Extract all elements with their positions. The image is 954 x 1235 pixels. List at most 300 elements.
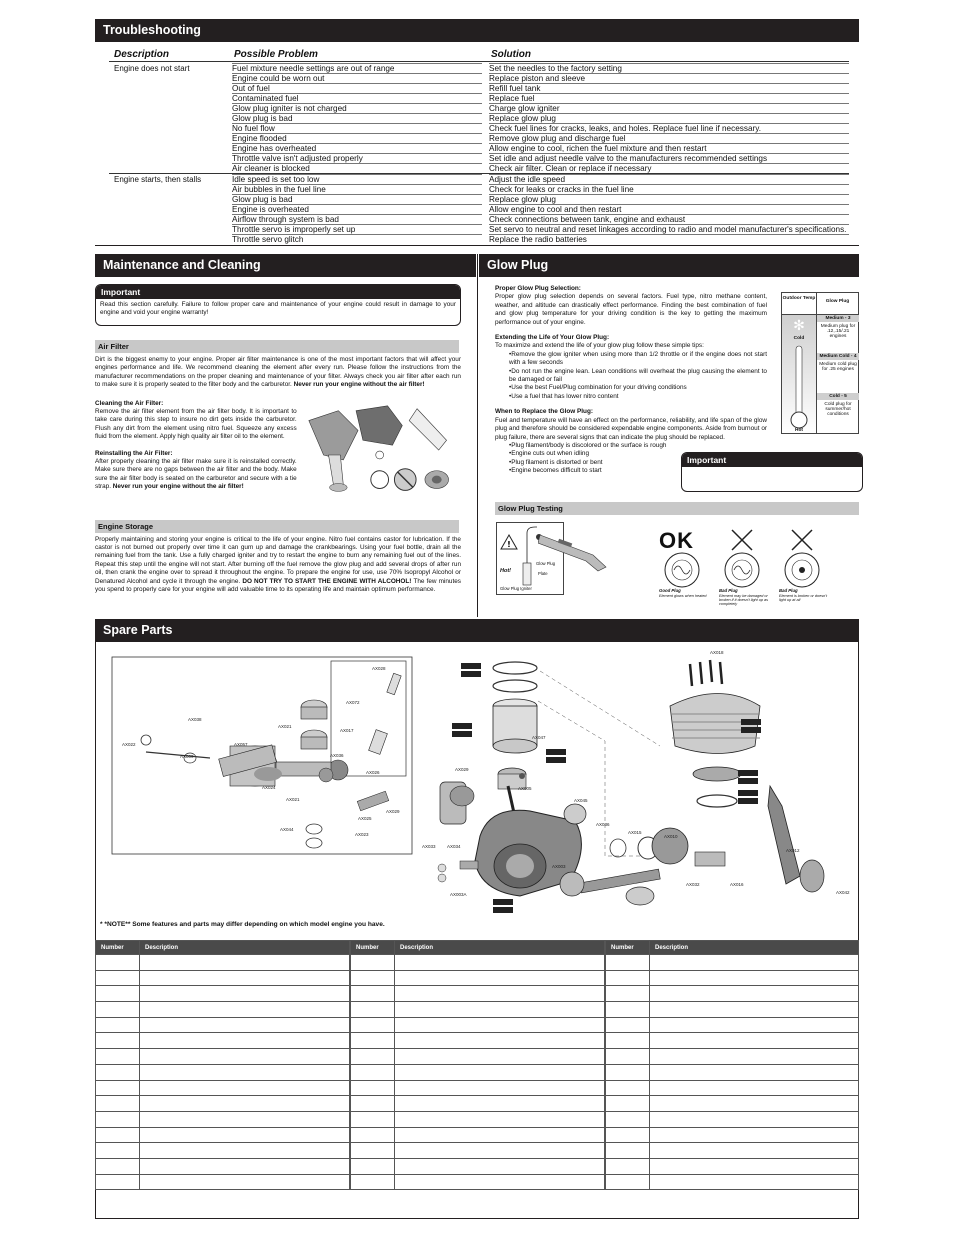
part-number-cell xyxy=(606,1096,650,1112)
row-solution: Set the needles to the factory setting xyxy=(489,63,849,73)
table-row xyxy=(95,93,859,103)
row-solution: Allow engine to cool and then restart xyxy=(489,204,849,214)
row-solution: Check fuel lines for cracks, leaks, and holes. Replace fuel line if necessary. xyxy=(489,123,849,133)
table-row xyxy=(95,63,859,73)
row-solution: Replace piston and sleeve xyxy=(489,73,849,83)
glow-plug-title: Glow Plug xyxy=(487,258,549,272)
row-solution: Remove glow plug and discharge fuel xyxy=(489,133,849,143)
table-row xyxy=(95,224,859,234)
part-number-cell xyxy=(606,1111,650,1127)
part-number-cell xyxy=(606,970,650,986)
table-row xyxy=(95,143,859,153)
part-label: AX015 xyxy=(628,830,642,835)
row-problem: Air bubbles in the fuel line xyxy=(232,184,482,194)
row-solution: Charge glow igniter xyxy=(489,103,849,113)
table-row xyxy=(351,1143,605,1159)
plug-text: Cold plug for summer/hot conditions xyxy=(824,402,852,417)
maintenance-title: Maintenance and Cleaning xyxy=(103,258,261,272)
troubleshooting-title: Troubleshooting xyxy=(103,23,201,37)
part-number-cell xyxy=(351,1143,395,1159)
part-description-cell xyxy=(395,1096,605,1112)
glow-plug-temp-chart xyxy=(781,292,859,434)
troubleshooting-table xyxy=(95,44,859,250)
part-description-cell xyxy=(395,1111,605,1127)
part-description-cell xyxy=(395,1049,605,1065)
vertical-divider xyxy=(477,254,478,617)
part-description-cell xyxy=(650,1096,859,1112)
row-problem: Glow plug is bad xyxy=(232,113,482,123)
part-number-cell xyxy=(96,1111,140,1127)
part-label: AX010 xyxy=(664,834,678,839)
part-description-cell xyxy=(140,1033,350,1049)
table-row xyxy=(606,1096,859,1112)
part-label: AX034 xyxy=(447,844,461,849)
row-problem: Engine flooded xyxy=(232,133,482,143)
storage-tail: The few minutes you spend to properly care for your engine will add valuable time to its operating life and maintain optimum performance. xyxy=(95,577,461,594)
row-solution: Check for leaks or cracks in the fuel line xyxy=(489,184,849,194)
plug-heat-medium-cold xyxy=(816,353,859,393)
replace-sign: •Engine cuts out when idling xyxy=(509,450,590,458)
col-problem: Possible Problem xyxy=(234,49,318,60)
part-number-cell xyxy=(96,1080,140,1096)
good-plug-icon xyxy=(657,548,707,608)
table-row xyxy=(96,1158,350,1174)
part-number-cell xyxy=(351,1096,395,1112)
table-row xyxy=(95,204,859,214)
plug-heading: Medium - 3 xyxy=(817,315,859,322)
part-number-cell xyxy=(351,955,395,971)
col-solution: Solution xyxy=(491,49,531,60)
part-description-cell xyxy=(395,1033,605,1049)
table-row xyxy=(96,1096,350,1112)
air-filter-text xyxy=(95,356,461,390)
table-row xyxy=(351,1158,605,1174)
part-label: AX024 xyxy=(262,785,276,790)
part-label: AX022 xyxy=(122,742,136,747)
part-description-cell xyxy=(140,955,350,971)
part-label: AX021 xyxy=(278,724,292,729)
part-number-cell xyxy=(606,1033,650,1049)
row-problem: Throttle servo glitch xyxy=(232,234,482,244)
part-number-cell xyxy=(606,1049,650,1065)
part-description-cell xyxy=(395,955,605,971)
extending-tip: •Use the best Fuel/Plug combination for your driving conditions xyxy=(509,384,687,392)
table-row xyxy=(606,1033,859,1049)
part-description-cell xyxy=(395,1017,605,1033)
part-description-cell xyxy=(140,1143,350,1159)
important-heading: Important xyxy=(682,453,862,467)
part-number-cell xyxy=(606,1174,650,1190)
table-row xyxy=(351,1033,605,1049)
part-label: AX021 xyxy=(286,797,300,802)
part-number-cell xyxy=(96,1143,140,1159)
part-number-cell xyxy=(96,1127,140,1143)
part-number-cell xyxy=(96,955,140,971)
row-solution: Check air filter. Clean or replace if necessary xyxy=(489,163,849,173)
table-row xyxy=(95,113,859,123)
part-description-cell xyxy=(395,1174,605,1190)
table-row xyxy=(95,163,859,173)
row-solution: Replace the radio batteries xyxy=(489,234,849,244)
igniter-tool-illustration xyxy=(538,525,610,575)
part-description-cell xyxy=(395,986,605,1002)
table-header-rule xyxy=(109,61,849,62)
part-label: AX005 xyxy=(518,786,532,791)
part-description-cell xyxy=(650,1143,859,1159)
air-filter-heading: Air Filter xyxy=(95,340,459,353)
reinstall-text xyxy=(95,458,297,492)
part-description-cell xyxy=(395,1127,605,1143)
table-row xyxy=(96,1143,350,1159)
row-problem: Engine could be worn out xyxy=(232,73,482,83)
table-row xyxy=(96,955,350,971)
part-label: AX042 xyxy=(836,890,850,895)
table-row xyxy=(95,234,859,244)
part-description-cell xyxy=(140,1080,350,1096)
table-row xyxy=(96,1174,350,1190)
maintenance-header xyxy=(95,254,476,277)
table-row xyxy=(351,1017,605,1033)
replace-sign: •Plug filament/body is discolored or the surface is rough xyxy=(509,441,667,449)
col-description: Description xyxy=(114,49,170,60)
part-number-cell xyxy=(96,1033,140,1049)
table-bottom-rule xyxy=(95,245,859,246)
part-label: AX029 xyxy=(455,767,469,772)
row-problem: No fuel flow xyxy=(232,123,482,133)
part-label: AX029 xyxy=(386,809,400,814)
part-number-cell xyxy=(351,1002,395,1018)
row-problem: Engine has overheated xyxy=(232,143,482,153)
part-description-cell xyxy=(650,1017,859,1033)
good-plug-caption: Good Plug xyxy=(659,588,681,593)
part-description-cell xyxy=(140,1158,350,1174)
exploded-engine-diagram xyxy=(100,646,856,916)
table-row xyxy=(606,955,859,971)
part-number-cell xyxy=(606,955,650,971)
row-problem: Idle speed is set too low xyxy=(232,174,482,184)
part-description-cell xyxy=(650,1127,859,1143)
part-description-cell xyxy=(395,1002,605,1018)
table-row xyxy=(351,1064,605,1080)
part-description-cell xyxy=(395,1080,605,1096)
table-row xyxy=(606,1143,859,1159)
part-number-cell xyxy=(351,1064,395,1080)
extending-tip: •Use a fuel that has lower nitro content xyxy=(509,392,619,400)
part-label: AX023 xyxy=(355,832,369,837)
part-description-cell xyxy=(140,1127,350,1143)
svg-text:!: ! xyxy=(507,540,511,549)
row-solution: Allow engine to cool, richen the fuel mixture and then restart xyxy=(489,143,849,153)
row-problem: Engine is overheated xyxy=(232,204,482,214)
table-row xyxy=(606,1080,859,1096)
part-label: AX016 xyxy=(730,882,744,887)
extending-tip: •Remove the glow igniter when using more than 1/2 throttle or if the engine does not start with a few seconds xyxy=(509,350,767,367)
part-label: AX036 xyxy=(596,822,610,827)
bad-plug-1-figure xyxy=(717,528,767,613)
part-label: AX032 xyxy=(686,882,700,887)
maintenance-important-box xyxy=(95,284,461,326)
extending-intro: To maximize and extend the life of your glow plug follow these simple tips: xyxy=(495,342,704,350)
row-solution: Adjust the idle speed xyxy=(489,174,849,184)
table-row xyxy=(351,1002,605,1018)
part-description-cell xyxy=(395,1143,605,1159)
bad-plug-1-subtext: Element may be damaged or broken if it doesn't light up as completely xyxy=(719,594,769,606)
part-number-cell xyxy=(351,1127,395,1143)
table-row xyxy=(95,103,859,113)
part-label: AX026 xyxy=(366,770,380,775)
table-row xyxy=(351,1080,605,1096)
part-label: AX012 xyxy=(786,848,800,853)
engine-storage-heading: Engine Storage xyxy=(95,520,459,533)
part-number-cell xyxy=(96,1158,140,1174)
table-row xyxy=(95,83,859,93)
part-number-cell xyxy=(351,1158,395,1174)
part-label: AX009 xyxy=(180,754,194,759)
row-solution: Set idle and adjust needle valve to the manufacturers recommended settings xyxy=(489,153,849,163)
table-row xyxy=(96,1049,350,1065)
table-row xyxy=(606,1017,859,1033)
part-description-cell xyxy=(395,1158,605,1174)
igniter-label: Glow Plug Igniter xyxy=(500,586,532,591)
chart-col-temp: Outdoor Temp xyxy=(782,296,816,301)
part-number-cell xyxy=(96,1017,140,1033)
part-description-cell xyxy=(140,1174,350,1190)
part-description-cell xyxy=(395,1064,605,1080)
part-label: AX028 xyxy=(372,666,386,671)
part-label: AX044 xyxy=(280,827,294,832)
part-number-cell xyxy=(606,986,650,1002)
part-label: AX018 xyxy=(710,650,724,655)
svg-text:✻: ✻ xyxy=(793,318,805,334)
part-number-cell xyxy=(96,1002,140,1018)
ok-label: OK xyxy=(659,528,694,553)
table-row xyxy=(95,73,859,83)
part-number-cell xyxy=(96,1096,140,1112)
part-description-cell xyxy=(140,1111,350,1127)
part-label: AX003A xyxy=(450,892,467,897)
row-description: Engine does not start xyxy=(114,64,190,73)
table-row xyxy=(95,174,859,184)
part-number-cell xyxy=(96,1064,140,1080)
part-description-cell xyxy=(140,986,350,1002)
extending-tip: •Do not run the engine lean. Lean conditions will overheat the plug causing the element to be damaged or fail xyxy=(509,367,767,384)
table-row xyxy=(95,194,859,204)
table-row xyxy=(351,986,605,1002)
important-text: Read this section carefully. Failure to follow proper care and maintenance of your engine could result in damage to your engine and void your engine warranty! xyxy=(100,301,456,317)
parts-table xyxy=(350,940,605,1190)
col-description: Description xyxy=(395,941,605,955)
col-number: Number xyxy=(96,941,140,955)
part-number-cell xyxy=(351,1080,395,1096)
part-number-cell xyxy=(606,1064,650,1080)
part-description-cell xyxy=(650,1111,859,1127)
plug-heading: Medium Cold - 4 xyxy=(817,353,859,360)
table-row xyxy=(351,1111,605,1127)
row-solution: Check connections between tank, engine and exhaust xyxy=(489,214,849,224)
plug-heat-medium xyxy=(816,315,859,353)
part-description-cell xyxy=(650,970,859,986)
part-number-cell xyxy=(606,1002,650,1018)
part-number-cell xyxy=(351,1174,395,1190)
cleaning-text: Remove the air filter element from the air filter body. It is important to take care during this step to insure no dirt gets inside the carburetor. Flush any dirt from the element using nitro fuel. Squeeze any excess fluid from the element. Apply high quality air filter oil to the element. xyxy=(95,408,297,441)
table-row xyxy=(351,955,605,971)
row-problem: Airflow through system is bad xyxy=(232,214,482,224)
glow-plug-label: Glow Plug xyxy=(536,561,556,566)
part-number-cell xyxy=(96,970,140,986)
table-row xyxy=(96,1017,350,1033)
storage-body: Properly maintaining and storing your engine is critical to the life of your engine. Nitro fuel contains castor for lubrication. If the castor is not burned out properly over time it can gum up and damage the crankbearings. Using your fuel bottle, drain all the remaining fuel from the tank. Use a fully charged igniter and try to restart the engine to burn any remaining fuel out of the lines. Repeat this step until the engine will not start. After burning off the fuel remove the glow plug and add several drops of after run oil, then crank the engine over to spread it throughout the engine. To prepare the engine for use, use 70% Isopropyl Alcohol or Denatured Alcohol and cycle it through the engine. xyxy=(95,535,461,585)
reinstall-heading: Reinstalling the Air Filter: xyxy=(95,449,173,457)
good-plug-subtext: Element glows when heated xyxy=(659,594,707,598)
part-number-cell xyxy=(606,1080,650,1096)
part-label: AX072 xyxy=(346,700,360,705)
row-problem: Contaminated fuel xyxy=(232,93,482,103)
part-number-cell xyxy=(351,970,395,986)
replace-heading: When to Replace the Glow Plug: xyxy=(495,408,593,416)
important-heading: Important xyxy=(96,285,460,299)
table-row xyxy=(95,153,859,163)
bad-plug-2-caption: Bad Plug xyxy=(779,588,798,593)
row-problem: Throttle valve isn't adjusted properly xyxy=(232,153,482,163)
part-label: AX057 xyxy=(234,742,248,747)
row-solution: Replace fuel xyxy=(489,93,849,103)
table-row xyxy=(95,133,859,143)
replace-sign: •Engine becomes difficult to start xyxy=(509,467,602,475)
part-description-cell xyxy=(650,1002,859,1018)
part-number-cell xyxy=(351,1033,395,1049)
part-label: AX047 xyxy=(532,735,546,740)
part-description-cell xyxy=(650,1158,859,1174)
table-row xyxy=(95,214,859,224)
spare-parts-note: * *NOTE** Some features and parts may differ depending on which model engine you have. xyxy=(100,921,385,928)
table-row xyxy=(351,1174,605,1190)
glow-plug-testing-heading: Glow Plug Testing xyxy=(495,502,859,515)
parts-table xyxy=(605,940,859,1190)
table-row xyxy=(606,1174,859,1190)
part-number-cell xyxy=(351,1017,395,1033)
table-row xyxy=(96,1064,350,1080)
glow-plug-header xyxy=(479,254,859,277)
part-description-cell xyxy=(140,1017,350,1033)
part-number-cell xyxy=(606,1017,650,1033)
part-number-cell xyxy=(606,1143,650,1159)
row-solution: Replace glow plug xyxy=(489,194,849,204)
chart-col-plug: Glow Plug xyxy=(816,293,858,314)
table-row xyxy=(95,184,859,194)
table-row xyxy=(606,970,859,986)
replace-sign: •Plug filament is distorted or bent xyxy=(509,458,603,466)
part-number-cell xyxy=(96,986,140,1002)
part-description-cell xyxy=(650,1064,859,1080)
part-label: AX033 xyxy=(422,844,436,849)
part-number-cell xyxy=(606,1158,650,1174)
bad-plug-2-figure xyxy=(777,528,827,613)
selection-text: Proper glow plug selection depends on several factors. Fuel type, nitro methane content, weather, and altitude can drastically effect performance. Finding the best combination of fuel and glow plug temperature for your driving condition is the key to getting the maximum performance out of your engine. xyxy=(495,293,767,326)
table-row xyxy=(96,1111,350,1127)
part-number-cell xyxy=(96,1174,140,1190)
table-row xyxy=(351,1049,605,1065)
extending-heading: Extending the Life of Your Glow Plug: xyxy=(495,334,610,342)
row-solution: Replace glow plug xyxy=(489,113,849,123)
reinstall-body: After properly cleaning the air filter make sure it is reinstalled correctly. Make sure there are no gaps between the air filter and the body. Make sure the air filter body is seated on the carburetor and secure with a tie strap. xyxy=(95,458,297,491)
table-row xyxy=(96,1080,350,1096)
maintenance-body xyxy=(95,284,461,614)
part-label: AX045 xyxy=(574,798,588,803)
col-number: Number xyxy=(351,941,395,955)
part-description-cell xyxy=(650,1049,859,1065)
part-description-cell xyxy=(650,1033,859,1049)
glow-plug-important-box xyxy=(681,452,863,492)
part-description-cell xyxy=(650,1080,859,1096)
table-row xyxy=(351,1127,605,1143)
part-description-cell xyxy=(140,970,350,986)
part-description-cell xyxy=(140,1002,350,1018)
cleaning-heading: Cleaning the Air Filter: xyxy=(95,399,164,407)
cold-label: Cold xyxy=(793,336,805,341)
table-row xyxy=(606,1158,859,1174)
spare-parts-title: Spare Parts xyxy=(103,623,173,637)
row-problem: Throttle servo is improperly set up xyxy=(232,224,482,234)
part-description-cell xyxy=(395,970,605,986)
table-row xyxy=(96,986,350,1002)
plug-text: Medium cold plug for .25 engines xyxy=(819,362,857,372)
col-number: Number xyxy=(606,941,650,955)
col-description: Description xyxy=(140,941,350,955)
part-description-cell xyxy=(650,955,859,971)
row-problem: Fuel mixture needle settings are out of range xyxy=(232,63,482,73)
table-row xyxy=(95,123,859,133)
part-label: AX038 xyxy=(188,717,202,722)
hot-warning-label: Hot! xyxy=(500,568,511,574)
part-label: AX017 xyxy=(340,728,354,733)
part-description-cell xyxy=(140,1049,350,1065)
table-row xyxy=(606,1127,859,1143)
part-label: AX036 xyxy=(330,753,344,758)
part-description-cell xyxy=(140,1064,350,1080)
thermometer-icon xyxy=(784,316,814,434)
row-description: Engine starts, then stalls xyxy=(114,175,202,184)
part-number-cell xyxy=(351,1111,395,1127)
part-number-cell xyxy=(606,1127,650,1143)
table-row xyxy=(96,1033,350,1049)
air-filter-cleaning-illustration xyxy=(299,400,461,510)
part-description-cell xyxy=(140,1096,350,1112)
row-problem: Air cleaner is blocked xyxy=(232,163,482,173)
hot-label: Hot xyxy=(795,428,803,433)
selection-heading: Proper Glow Plug Selection: xyxy=(495,285,581,292)
table-row xyxy=(96,1002,350,1018)
plug-heat-cold xyxy=(816,393,859,433)
table-row xyxy=(606,1002,859,1018)
part-number-cell xyxy=(351,1049,395,1065)
part-label: AX025 xyxy=(358,816,372,821)
table-row xyxy=(606,1111,859,1127)
storage-warning: DO NOT TRY TO START THE ENGINE WITH ALCOHOL! xyxy=(242,577,412,585)
part-description-cell xyxy=(650,986,859,1002)
parts-table xyxy=(95,940,350,1190)
table-row xyxy=(606,1049,859,1065)
troubleshooting-header xyxy=(95,19,859,42)
air-filter-warning: Never run your engine without the air filter! xyxy=(293,381,425,389)
table-row xyxy=(96,1127,350,1143)
bad-plug-2-subtext: Element is broken or doesn't light up at all xyxy=(779,594,828,602)
plug-heading: Cold - 5 xyxy=(817,393,859,400)
spare-parts-header xyxy=(95,619,859,642)
row-problem: Out of fuel xyxy=(232,83,482,93)
replace-text: Fuel and temperature will have an effect on the performance, reliability, and life span of the glow plug and therefore should be considered expendable engine components. Aside from burnout or plug failure, there are several signs that can indicate the plug should be replaced. xyxy=(495,416,767,441)
part-number-cell xyxy=(96,1049,140,1065)
reinstall-warning: Never run your engine without the air filter! xyxy=(112,483,244,491)
